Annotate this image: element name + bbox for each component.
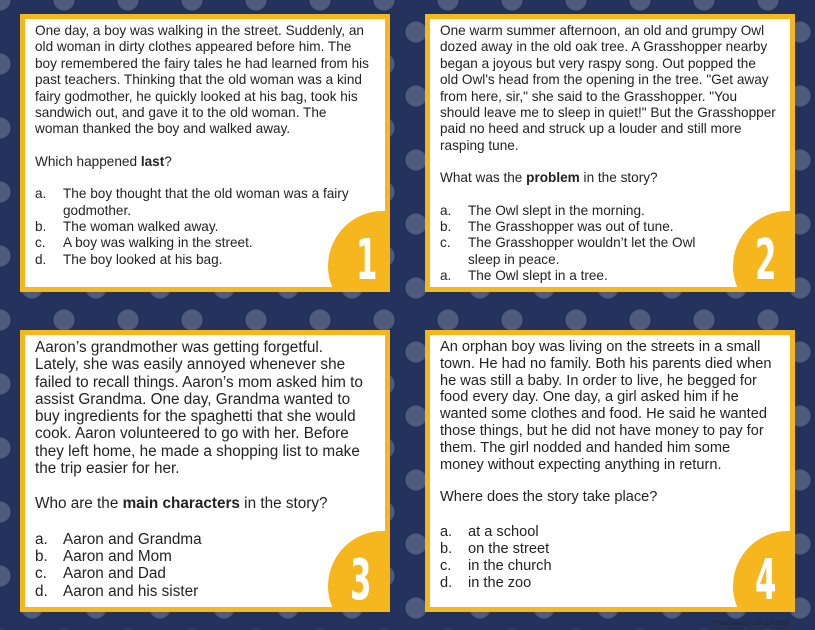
answer-option[interactable] — [440, 203, 776, 219]
answer-option[interactable] — [35, 219, 371, 235]
answer-options — [440, 203, 776, 285]
option-letter: d. — [440, 574, 453, 591]
answer-option[interactable] — [440, 524, 776, 541]
answer-option[interactable] — [35, 583, 371, 600]
option-text: in the church — [468, 557, 552, 574]
question-keyword: problem — [526, 170, 580, 186]
option-text: The boy thought that the old woman was a fairy godmother. — [63, 186, 349, 218]
question-text: Who are the — [35, 495, 123, 513]
option-text: A boy was walking in the street. — [63, 235, 253, 251]
copyright-footer: ©The Literacy Loft LLC 2019 — [712, 621, 789, 627]
question — [440, 489, 776, 506]
card-number: 3 — [350, 548, 372, 612]
question-text-end: ? — [164, 153, 172, 169]
question — [35, 154, 371, 170]
option-letter: d. — [35, 251, 47, 267]
option-letter: b. — [440, 540, 453, 557]
option-text: Aaron and his sister — [63, 582, 199, 600]
answer-options — [440, 524, 776, 591]
answer-option[interactable] — [440, 268, 776, 284]
answer-option[interactable] — [440, 219, 776, 235]
question — [440, 170, 776, 186]
option-text: Aaron and Mom — [63, 547, 172, 565]
answer-options — [35, 186, 371, 268]
option-letter: d. — [35, 582, 48, 600]
option-letter: c. — [440, 557, 452, 574]
option-text: at a school — [468, 524, 539, 541]
story-text: An orphan boy was living on the streets in a small town. He had no family. Both his parents died when he was still a baby. In order to live, he begged for food every day. One day, a girl asked him if he wanted some clothes and food. He said he wanted those things, but he did not have money to pay for them. The girl nodded and handed him some money without expecting anything in return. — [440, 339, 772, 473]
card-text — [440, 23, 776, 285]
answer-option[interactable] — [440, 235, 776, 268]
question-keyword: main characters — [122, 495, 240, 513]
option-text: The woman walked away. — [63, 219, 219, 235]
option-text: on the street — [468, 540, 550, 557]
answer-option[interactable] — [35, 531, 371, 548]
answer-option[interactable] — [35, 548, 371, 565]
card-text — [35, 23, 371, 268]
option-letter: b. — [440, 219, 452, 235]
task-card-4 — [425, 330, 795, 612]
story-text: One day, a boy was walking in the street. Suddenly, an old woman in dirty clothes appeared before him. The boy remembered the fairy tales he had learned from his past teachers. Thinking that the old woman was a kind fairy godmother, he quickly looked at his bag, took his sandwich out, and gave it to the old woman. The woman thanked the boy and walked away. — [35, 23, 369, 137]
option-text: The boy looked at his bag. — [63, 251, 223, 267]
option-letter: a. — [440, 202, 452, 218]
option-letter: a. — [35, 186, 47, 202]
card-text — [35, 339, 371, 600]
question-keyword: last — [140, 153, 165, 169]
answer-option[interactable] — [35, 235, 371, 251]
answer-option[interactable] — [440, 541, 776, 558]
option-letter: c. — [35, 565, 47, 583]
answer-option[interactable] — [35, 186, 371, 219]
option-text: in the zoo — [468, 574, 532, 591]
answer-option[interactable] — [440, 575, 776, 592]
question-text-end: in the story? — [579, 170, 658, 186]
option-letter: b. — [35, 547, 48, 565]
option-letter: c. — [35, 235, 46, 251]
story-text: One warm summer afternoon, an old and grumpy Owl dozed away in the old oak tree. A Grasshopper nearby began a joyous but very raspy song. Out popped the old Owl's head from the opening in the tree. "Get away from here, sir," she said to the Grasshopper. "You should leave me to sleep in quiet!" But the Grasshopper paid no heed and struck up a louder and still more rasping tune. — [440, 23, 776, 153]
answer-option[interactable] — [35, 252, 371, 268]
answer-options — [35, 531, 371, 600]
card-text — [440, 339, 776, 591]
question — [35, 495, 371, 512]
option-letter: a. — [440, 524, 453, 541]
option-text: Aaron and Dad — [63, 565, 166, 583]
question-text-end: in the story? — [239, 495, 328, 513]
option-letter: a. — [440, 268, 452, 284]
question-text: What was the — [440, 170, 527, 186]
option-letter: b. — [35, 219, 47, 235]
option-letter: a. — [35, 530, 48, 548]
question-text: Where does the story take place? — [440, 489, 658, 506]
task-card-2 — [425, 14, 795, 292]
task-card-1 — [20, 14, 390, 292]
option-text: The Owl slept in the morning. — [468, 202, 645, 218]
task-card-3 — [20, 330, 390, 612]
card-number: 1 — [356, 228, 378, 292]
option-text: The Grasshopper wouldn’t let the Owl sleep in peace. — [468, 235, 696, 267]
card-number: 4 — [755, 548, 777, 612]
option-text: The Owl slept in a tree. — [468, 268, 608, 284]
answer-option[interactable] — [35, 565, 371, 582]
option-text: Aaron and Grandma — [63, 530, 202, 548]
answer-option[interactable] — [440, 558, 776, 575]
story-text: Aaron’s grandmother was getting forgetful. Lately, she was easily annoyed whenever she failed to recall things. Aaron’s mom asked him to assist Grandma. One day, Grandma wanted to buy ingredients for the spaghetti that she would cook. Aaron volunteered to go with her. Before they left home, he made a shopping list to make the trip easier for her. — [35, 339, 363, 478]
question-text: Which happened — [35, 153, 141, 169]
option-letter: c. — [440, 235, 451, 251]
card-number: 2 — [755, 228, 777, 292]
option-text: The Grasshopper was out of tune. — [468, 219, 674, 235]
